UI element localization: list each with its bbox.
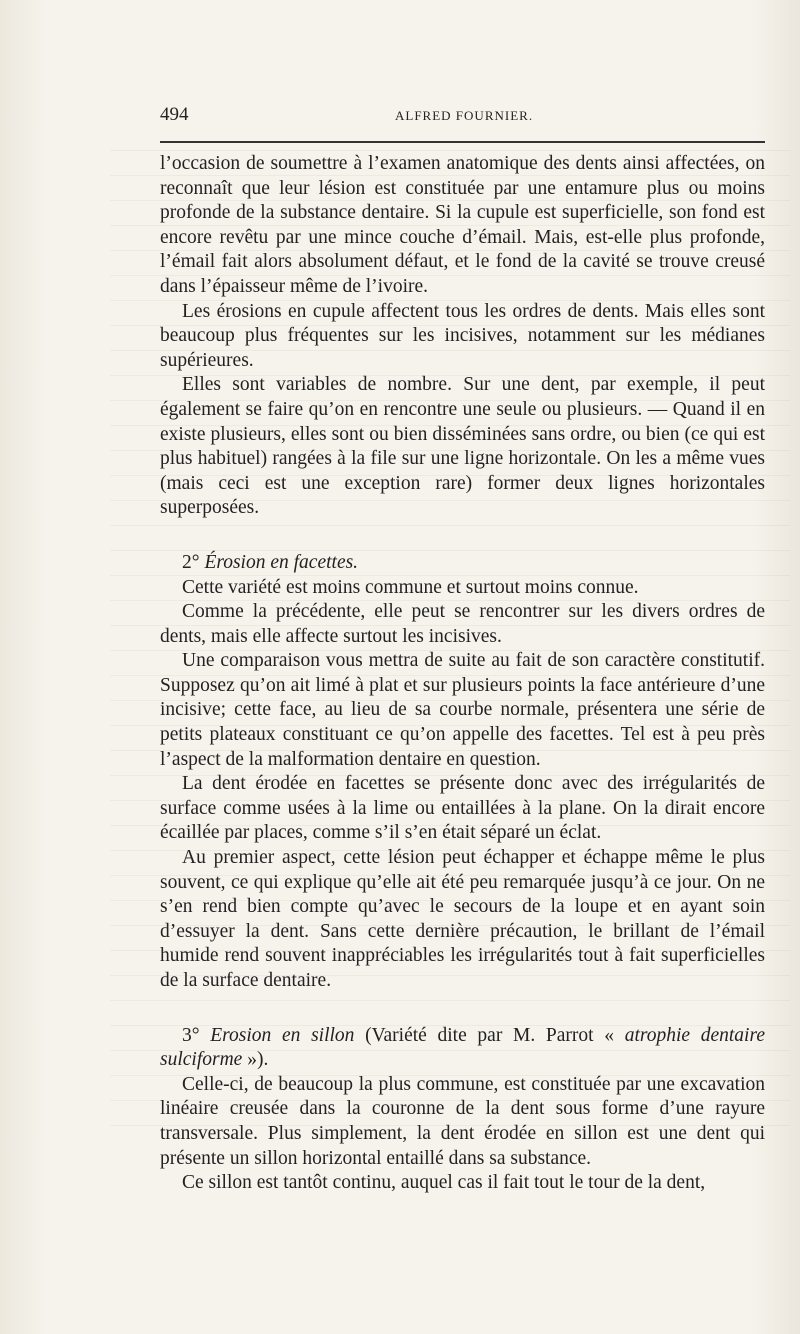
section-quote: atrophie dentaire sulciforme	[160, 1024, 765, 1071]
paragraph: La dent érodée en facettes se présente donc avec des irrégularités de surface comme usées à la lime ou entaillées à la plane. On la dirait encore écaillée par places, comme s’il s’en était séparé un éclat.	[160, 773, 765, 844]
paragraph: Elles sont variables de nombre. Sur une dent, par exemple, il peut également se faire qu’on en rencontre une seule ou plusieurs. — Quand il en existe plusieurs, elles sont ou bien disséminées sans ordre, ou bien (ce qui est plus habituel) rangées à la file sur une ligne horizontale. On les a même vues (mais ceci est une exception rare) former deux lignes horizontales superposées.	[160, 374, 765, 519]
section-title: Erosion en sillon	[210, 1024, 355, 1046]
header-rule	[160, 141, 765, 143]
section-number: 2°	[182, 551, 200, 573]
paragraph: Les érosions en cupule affectent tous les ordres de dents. Mais elles sont beaucoup plus fréquentes sur les incisives, notamment sur les médianes supérieures.	[160, 300, 765, 371]
section-number: 3°	[182, 1024, 200, 1046]
paragraph: Comme la précédente, elle peut se rencontrer sur les divers ordres de dents, mais elle affecte surtout les incisives.	[160, 601, 765, 647]
paragraph: Au premier aspect, cette lésion peut échapper et échappe même le plus souvent, ce qui explique qu’elle ait été peu remarquée jusqu’à ce jour. On ne s’en rend bien compte qu’avec le secours de la loupe et en ayant soin d’essuyer la dent. Sans cette dernière précaution, le brillant de l’émail humide rend souvent inappréciables les irrégularités tout à fait superficielles de la surface dentaire.	[160, 847, 765, 991]
page-header	[160, 104, 765, 128]
section-heading-2	[160, 551, 765, 576]
paragraph: Celle-ci, de beaucoup la plus commune, est constituée par une excavation linéaire creusée dans la couronne de la dent sous forme d’une rayure transversale. Plus simplement, la dent érodée en sillon est une dent qui présente un sillon horizontal entaillé dans sa substance.	[160, 1073, 765, 1169]
paragraph: Une comparaison vous mettra de suite au fait de son caractère constitutif. Supposez qu’on ait limé à plat et sur plusieurs points la face antérieure d’une incisive; cette face, au lieu de sa courbe normale, présentera une série de petits plateaux constituant ce qu’on appelle des facettes. Tel est à peu près l’aspect de la malformation dentaire en question.	[160, 650, 765, 770]
section-title: Érosion en facettes.	[204, 551, 359, 573]
paragraph: l’occasion de soumettre à l’examen anatomique des dents ainsi affectées, on reconnaît que leur lésion est constituée par une entamure plus ou moins profonde de la substance dentaire. Si la cupule est superficielle, son fond est encore revêtu par une mince couche d’émail. Mais, est-elle plus profonde, l’émail fait alors absolument défaut, et le fond de la cavité se trouve creusé dans l’épaisseur même de l’ivoire.	[160, 153, 765, 297]
section-subtitle: (Variété dite par M. Parrot «	[365, 1024, 625, 1046]
running-head: ALFRED FOURNIER.	[395, 108, 534, 123]
section-subtitle-end: »).	[242, 1049, 269, 1071]
paragraph: Ce sillon est tantôt continu, auquel cas il fait tout le tour de la dent,	[182, 1172, 706, 1194]
page-number: 494	[160, 104, 189, 125]
section-heading-3	[160, 1024, 765, 1073]
body-text	[160, 152, 765, 1196]
paragraph: Cette variété est moins commune et surtout moins connue.	[182, 576, 639, 598]
